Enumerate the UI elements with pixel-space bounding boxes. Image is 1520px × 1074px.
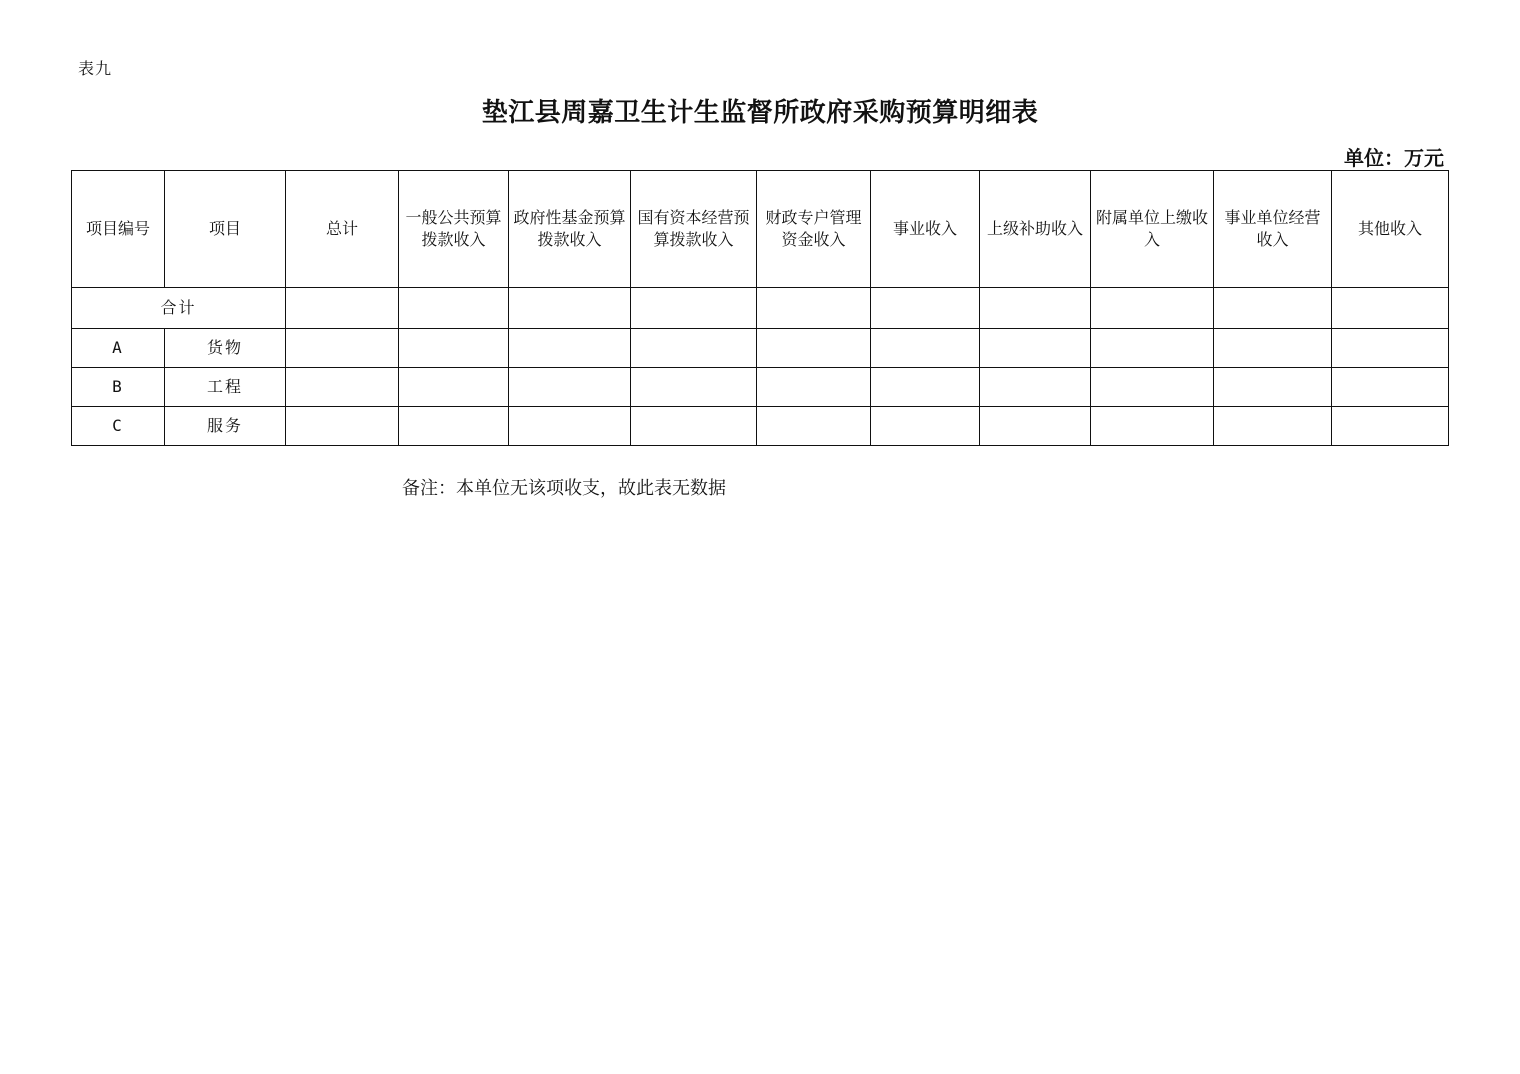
table-header-row [72, 171, 1449, 288]
table-cell [399, 329, 509, 368]
table-cell [509, 407, 631, 446]
footnote: 备注：本单位无该项收支，故此表无数据 [402, 478, 726, 499]
total-row [72, 288, 1449, 329]
table-cell [631, 407, 757, 446]
table-cell [631, 288, 757, 329]
column-header-other-income: 其他收入 [1332, 171, 1449, 288]
table-cell [399, 407, 509, 446]
table-cell [980, 329, 1091, 368]
table-cell [509, 329, 631, 368]
table-cell [286, 288, 399, 329]
column-header-government-fund-budget: 政府性基金预算拨款收入 [509, 171, 631, 288]
table-cell [631, 368, 757, 407]
table-cell [509, 288, 631, 329]
table-cell [871, 368, 980, 407]
column-header-total: 总计 [286, 171, 399, 288]
table-cell [1091, 288, 1214, 329]
table-cell [399, 368, 509, 407]
table-cell [1332, 407, 1449, 446]
column-header-state-capital-budget: 国有资本经营预算拨款收入 [631, 171, 757, 288]
table-cell [399, 288, 509, 329]
table-cell [1214, 288, 1332, 329]
table-cell [286, 368, 399, 407]
table-cell [980, 368, 1091, 407]
column-header-project-code: 项目编号 [72, 171, 165, 288]
row-code: A [72, 329, 165, 368]
table-cell [757, 329, 871, 368]
column-header-superior-subsidy: 上级补助收入 [980, 171, 1091, 288]
table-cell [757, 288, 871, 329]
table-cell [1332, 368, 1449, 407]
table-cell [1214, 368, 1332, 407]
table-cell [871, 407, 980, 446]
table-cell [871, 329, 980, 368]
column-header-operating-income: 事业单位经营收入 [1214, 171, 1332, 288]
table-row [72, 407, 1449, 446]
table-number-label: 表九 [78, 59, 113, 78]
table-cell [509, 368, 631, 407]
row-code: B [72, 368, 165, 407]
table-cell [1214, 329, 1332, 368]
table-cell [1214, 407, 1332, 446]
column-header-project: 项目 [165, 171, 286, 288]
row-name: 服务 [165, 407, 286, 446]
column-header-general-public-budget: 一般公共预算拨款收入 [399, 171, 509, 288]
table-cell [631, 329, 757, 368]
row-name: 工程 [165, 368, 286, 407]
document-title: 垫江县周嘉卫生计生监督所政府采购预算明细表 [481, 98, 1039, 128]
table-cell [286, 407, 399, 446]
procurement-budget-table [71, 170, 1449, 446]
total-label: 合计 [72, 288, 286, 329]
table-cell [757, 368, 871, 407]
column-header-fiscal-special-account: 财政专户管理资金收入 [757, 171, 871, 288]
unit-label: 单位：万元 [1344, 146, 1444, 170]
table-cell [286, 329, 399, 368]
column-header-affiliated-unit-remittance: 附属单位上缴收入 [1091, 171, 1214, 288]
row-code: C [72, 407, 165, 446]
table-cell [980, 288, 1091, 329]
table-cell [1091, 368, 1214, 407]
table-cell [1332, 288, 1449, 329]
column-header-business-income: 事业收入 [871, 171, 980, 288]
table-cell [1091, 407, 1214, 446]
table-cell [1091, 329, 1214, 368]
table-cell [1332, 329, 1449, 368]
table-row [72, 329, 1449, 368]
table-row [72, 368, 1449, 407]
table-cell [871, 288, 980, 329]
table-cell [757, 407, 871, 446]
table-cell [980, 407, 1091, 446]
row-name: 货物 [165, 329, 286, 368]
